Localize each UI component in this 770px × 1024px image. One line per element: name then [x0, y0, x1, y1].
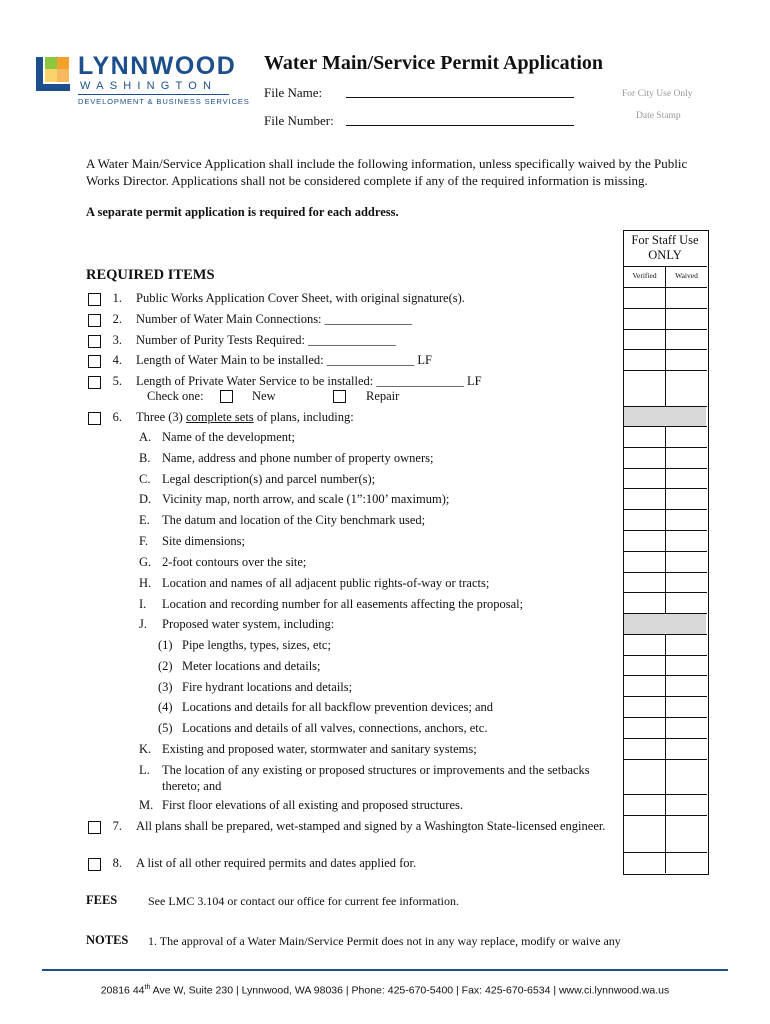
verified-column-header: Verified [632, 271, 657, 280]
item-2-checkbox[interactable] [88, 314, 101, 327]
file-number-label: File Number: [264, 113, 334, 128]
notes-label: NOTES [86, 933, 129, 947]
list-item: 6. Three (3) complete sets of plans, including: [84, 410, 620, 426]
file-name-label: File Name: [264, 85, 323, 100]
waived-column-header: Waived [675, 271, 698, 280]
staff-use-header: For Staff Use ONLY [631, 233, 699, 262]
file-name-field[interactable] [346, 97, 574, 98]
list-item: 5. Length of Private Water Service to be installed: ______________ LF Check one: New Repair [84, 374, 620, 406]
check-one-label: Check one: [147, 389, 204, 403]
repair-checkbox[interactable] [333, 390, 346, 403]
footer-address: 20816 44th Ave W, Suite 230 | Lynnwood, WA 98036 | Phone: 425-670-5400 | Fax: 425-670-6534 | www.ci.lynnwood.wa.us [100, 984, 670, 997]
page-title: Water Main/Service Permit Application [264, 52, 604, 74]
staff-row-divider [623, 349, 707, 350]
staff-row-divider [623, 406, 707, 407]
item-7-checkbox[interactable] [88, 821, 101, 834]
item-4-checkbox[interactable] [88, 355, 101, 368]
separate-permit-notice: A separate permit application is required for each address. [86, 205, 399, 219]
list-item: 4. Length of Water Main to be installed: ______________ LF [84, 353, 620, 369]
staff-row-divider [623, 468, 707, 469]
fees-text: See LMC 3.104 or contact our office for current fee information. [148, 894, 460, 908]
date-stamp-label: Date Stamp [636, 111, 681, 121]
staff-row-divider [623, 717, 707, 718]
logo-divider [78, 94, 229, 95]
list-item: 7. All plans shall be prepared, wet-stamped and signed by a Washington State-licensed engineer. [84, 819, 620, 851]
list-item: 3. Number of Purity Tests Required: ______________ [84, 333, 620, 349]
sub-item-l: L. The location of any existing or proposed structures or improvements and the setbacks thereto; and [139, 763, 590, 793]
staff-row-divider [623, 675, 707, 676]
lynnwood-logo-icon [36, 57, 70, 91]
staff-row-divider [623, 759, 707, 760]
footer-divider [42, 969, 728, 971]
item-3-checkbox[interactable] [88, 335, 101, 348]
staff-row-divider [623, 852, 707, 853]
staff-row-divider [623, 370, 707, 371]
staff-row-divider [623, 287, 707, 288]
staff-row-divider [623, 447, 707, 448]
notes-text: 1. The approval of a Water Main/Service Permit does not in any way replace, modify or waive any [148, 934, 621, 948]
list-item: 2. Number of Water Main Connections: ______________ [84, 312, 620, 328]
staff-row-divider [623, 634, 707, 635]
city-use-label: For City Use Only [622, 89, 693, 99]
shaded-cell [624, 614, 706, 634]
staff-row-divider [623, 655, 707, 656]
intro-paragraph: A Water Main/Service Application shall include the following information, unless specifically waived by the Public Works Director. Applications shall not be considered complete if any of the required information is missing. [86, 156, 688, 188]
staff-row-divider [623, 488, 707, 489]
staff-row-divider [623, 308, 707, 309]
logo-department: DEVELOPMENT & BUSINESS SERVICES [78, 97, 250, 106]
file-number-field[interactable] [346, 125, 574, 126]
logo-state: WASHINGTON [80, 80, 218, 92]
logo-name: LYNNWOOD [78, 52, 237, 80]
list-item: 1. Public Works Application Cover Sheet, with original signature(s). [84, 291, 620, 307]
staff-row-divider [623, 530, 707, 531]
staff-row-divider [623, 592, 707, 593]
staff-row-divider [623, 794, 707, 795]
required-items-heading: REQUIRED ITEMS [86, 267, 215, 283]
new-checkbox[interactable] [220, 390, 233, 403]
staff-use-table [623, 230, 709, 875]
staff-row-divider [623, 696, 707, 697]
shaded-cell [624, 406, 706, 426]
repair-option-label: Repair [366, 389, 400, 403]
staff-row-divider [623, 551, 707, 552]
staff-row-divider [623, 613, 707, 614]
item-1-checkbox[interactable] [88, 293, 101, 306]
item-6-checkbox[interactable] [88, 412, 101, 425]
staff-row-divider [623, 815, 707, 816]
item-5-checkbox[interactable] [88, 376, 101, 389]
staff-row-divider [623, 426, 707, 427]
fees-label: FEES [86, 893, 118, 907]
new-option-label: New [252, 389, 276, 403]
list-item: 8. A list of all other required permits and dates applied for. [84, 856, 620, 872]
staff-row-divider [623, 329, 707, 330]
staff-row-divider [623, 509, 707, 510]
item-8-checkbox[interactable] [88, 858, 101, 871]
staff-row-divider [623, 572, 707, 573]
staff-row-divider [623, 738, 707, 739]
